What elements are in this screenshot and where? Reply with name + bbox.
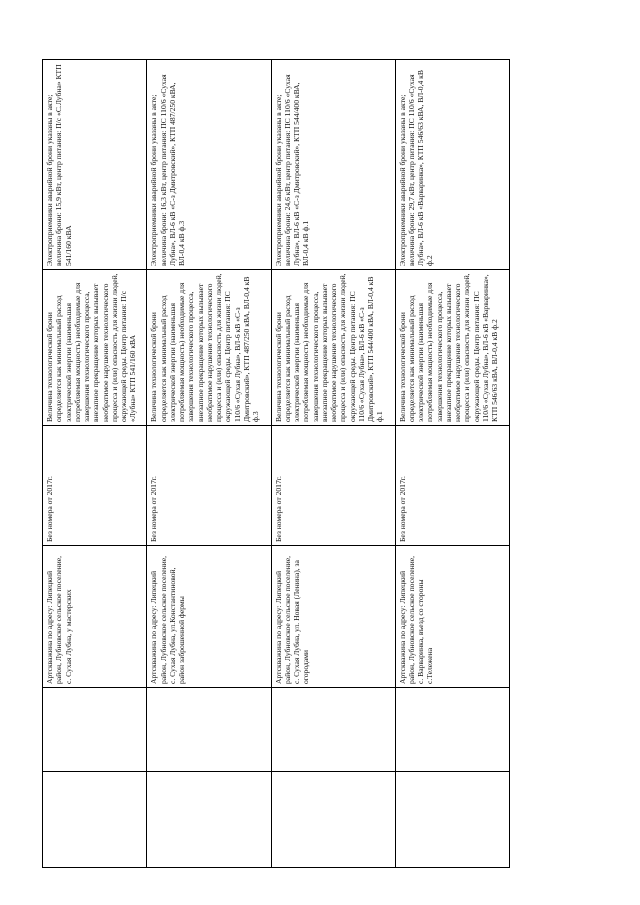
table-row [43, 60, 147, 868]
table-row [271, 60, 395, 868]
blank-cell [395, 772, 509, 868]
tech-reserve-cell: Величина технологической брони определяется как минимальный расход электрической энергии (наименьшая потребляемая мощность) необходимые для завершения технологического процесса, внезапное прекращение которых вызывает необратимое нарушение технологического процесса и (или) опасность для жизни людей, окружающей среды. Центр питания: ПС 110/6 «Сухая Лубна», ВЛ-6 кВ «С-з Дмитровский», КТП 544/400 кВА, ВЛ-0,4 кВ ф.1 [271, 270, 395, 426]
table-row [395, 60, 509, 868]
emergency-reserve-cell: Электроприемники аварийной брони указаны в акте; величина брони: 16,3 кВт, центр питания: ПС 110/6 «Сухая Лубна», ВЛ-6 кВ «С-з Дмитровский», КТП 487/250 кВА, ВЛ-0,4 кВ ф.3 [147, 60, 271, 270]
blank-cell [271, 688, 395, 772]
document-cell: Без номера от 2017г. [43, 426, 147, 546]
rotated-table-container [42, 60, 510, 868]
blank-cell [147, 688, 271, 772]
blank-cell [271, 772, 395, 868]
tech-reserve-cell: Величина технологической брони определяется как минимальный расход электрической энергии (наименьшая потребляемая мощность) необходимые для завершения технологического процесса, внезапное прекращение которых вызывает необратимое нарушение технологического процесса и (или) опасность для жизни людей, окружающей среды. Центр питания: ПС 110/6 «Сухая Лубна», ВЛ-6 кВ «Варваринка», КТП 546/63 кВА, ВЛ-0,4 кВ ф.2 [395, 270, 509, 426]
emergency-reserve-cell: Электроприемники аварийной брони указаны в акте; величина брони: 29,7 кВт, центр питания: ПС 110/6 «Сухая Лубна», ВЛ-6 кВ «Варваринка», КТП 546/63 кВА, ВЛ-0,4 кВ ф.2 [395, 60, 509, 270]
blank-cell [147, 772, 271, 868]
blank-cell [43, 688, 147, 772]
address-cell: Артскважина по адресу: Липецкий район, Лубновское сельское поселение, с. Сухая Лубна, ул.Константиновой, район заброшенной фермы [147, 546, 271, 688]
emergency-reserve-cell: Электроприемники аварийной брони указаны в акте; величина брони: 15,9 кВт, центр питания: П/с «С.Лубна» КТП 541/160 кВА [43, 60, 147, 270]
address-cell: Артскважина по адресу: Липецкий район, Лубновское сельское поселение, с. Варваринка, въезд со стороны с.Тележена [395, 546, 509, 688]
blank-cell [395, 688, 509, 772]
tech-reserve-cell: Величина технологической брони определяется как минимальный расход электрической энергии (наименьшая потребляемая мощность) необходимые для завершения технологического процесса, внезапное прекращение которых вызывает необратимое нарушение технологического процесса и (или) опасность для жизни людей, окружающей среды. Центр питания: П/с «Лубна» КТП 541/160 кВА [43, 270, 147, 426]
reserve-table [42, 59, 510, 868]
document-cell: Без номера от 2017г. [395, 426, 509, 546]
document-cell: Без номера от 2017г. [147, 426, 271, 546]
address-cell: Артскважина по адресу: Липецкий район, Лубновское сельское поселение, с. Сухая Лубна, у мастерских [43, 546, 147, 688]
emergency-reserve-cell: Электроприемники аварийной брони указаны в акте; величина брони: 24,6 кВт, центр питания: ПС 110/6 «Сухая Лубна», ВЛ-6 кВ «С-з Дмитровский», КТП 544/400 кВА, ВЛ-0,4 кВ ф.1 [271, 60, 395, 270]
tech-reserve-cell: Величина технологической брони определяется как минимальный расход электрической энергии (наименьшая потребляемая мощность) необходимые для завершения технологического процесса, внезапное прекращение которых вызывает необратимое нарушение технологического процесса и (или) опасность для жизни людей, окружающей среды. Центр питания: ПС 110/6 «Сухая Лубна», ВЛ-6 кВ «С-з Дмитровский», КТП 487/250 кВА, ВЛ-0,4 кВ ф.3 [147, 270, 271, 426]
document-cell: Без номера от 2017г. [271, 426, 395, 546]
blank-cell [43, 772, 147, 868]
table-row [147, 60, 271, 868]
address-cell: Артскважина по адресу: Липецкий район, Лубновское сельское поселение, с. Сухая Лубна, ул. Новая (Ленина), за огородами [271, 546, 395, 688]
